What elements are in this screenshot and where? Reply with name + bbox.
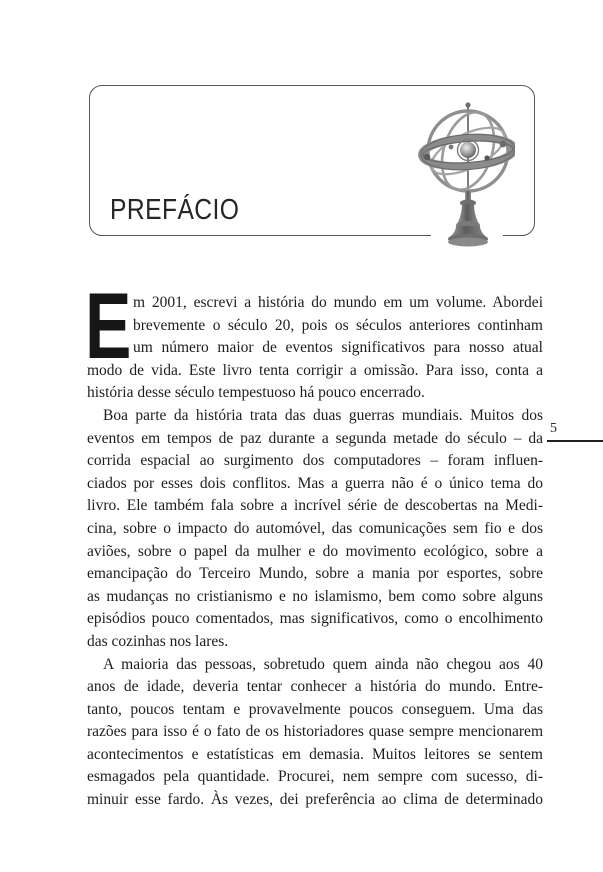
text-line: A maioria das pessoas, sobretudo quem ainda não chegou aos 40 — [103, 655, 543, 673]
text-line: razões para isso é o fato de os historiadores quase sempre mencionarem — [87, 723, 543, 741]
paragraph — [87, 405, 543, 654]
body-text — [85, 273, 543, 812]
text-line: história desse século tempestuoso há pouco encerrado. — [87, 384, 425, 402]
text-line: brevemente o século 20, pois os séculos anteriores continham — [133, 316, 543, 334]
text-line: um número maior de eventos significativos para nosso atual — [133, 339, 543, 357]
text-line: m 2001, escrevi a história do mundo em um volume. Abordei — [133, 294, 543, 311]
drop-cap — [85, 273, 133, 378]
text-line: episódios pouco comentados, mas significativos, como o encolhimento — [87, 610, 543, 628]
text-line: Boa parte da história trata das duas guerras mundiais. Muitos dos — [103, 406, 543, 424]
page-number: 5 — [550, 421, 557, 436]
text-line: minuir esse fardo. Às vezes, dei preferência ao clima de determinado — [87, 791, 543, 809]
drop-cap-letter: E — [85, 273, 132, 378]
text-line: acontecimentos e estatísticas em demasia. Muitos leitores se sentem — [87, 745, 543, 763]
text-line: cina, sobre o impacto do automóvel, das comunicações sem fio e dos — [87, 519, 543, 537]
text-line: corrida espacial ao surgimento dos computadores – foram influen- — [87, 452, 543, 470]
text-line: tanto, poucos tentam e provavelmente poucos conseguem. Uma das — [87, 700, 543, 718]
text-line: aviões, sobre o papel da mulher e do movimento ecológico, sobre a — [87, 542, 543, 560]
text-line: livro. Ele também fala sobre a incrível série de descobertas na Medi- — [87, 497, 543, 515]
text-line: ciados por esses dois conflitos. Mas a guerra não é o único tema do — [87, 474, 543, 492]
folio-rule — [547, 440, 603, 442]
text-line: as mudanças no cristianismo e no islamismo, bem como sobre alguns — [87, 587, 543, 605]
paragraph — [87, 654, 543, 812]
text-line: anos de idade, deveria tentar conhecer a história do mundo. Entre- — [87, 678, 543, 696]
text-line: eventos em tempos de paz durante a segunda metade do século – da — [87, 429, 543, 447]
paragraph — [85, 273, 543, 405]
text-line: modo de vida. Este livro tenta corrigir a omissão. Para isso, conta a — [87, 361, 543, 379]
armillary-sphere-icon — [415, 100, 515, 250]
text-line: esmagados pela quantidade. Procurei, nem sempre com sucesso, di- — [87, 768, 543, 786]
text-line: das cozinhas nos lares. — [87, 632, 229, 650]
chapter-title: PREFÁCIO — [110, 194, 240, 226]
text-line: emancipação do Terceiro Mundo, sobre a mania por esportes, sobre — [87, 565, 543, 583]
